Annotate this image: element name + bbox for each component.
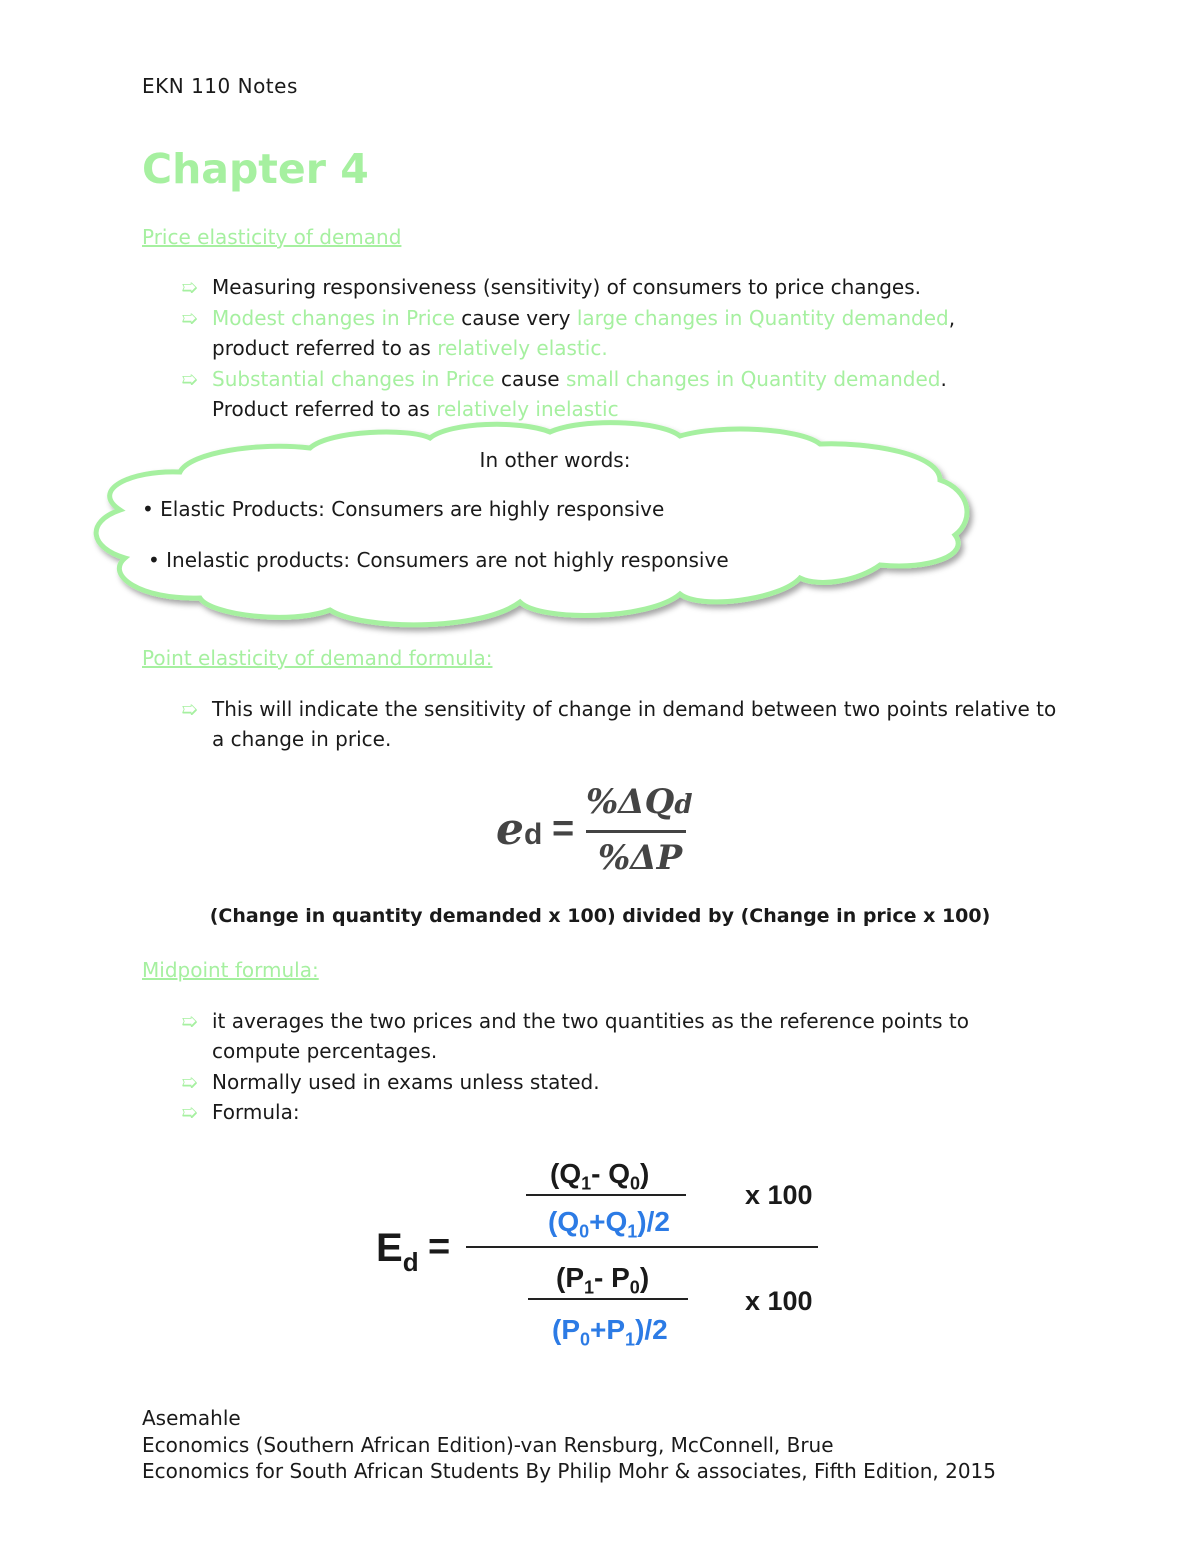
bullet-text: This will indicate the sensitivity of change in demand between two points relative to a change in price.	[212, 697, 1057, 751]
bullet-text: product referred to as	[212, 336, 438, 360]
cloud-list-item	[148, 548, 729, 572]
formula-equals: =	[552, 808, 575, 850]
bullet-item	[181, 303, 1092, 363]
arrow-right-icon: ➯	[181, 1100, 198, 1124]
formula-caption: (Change in quantity demanded x 100) divided by (Change in price x 100)	[209, 905, 991, 927]
cloud-callout-shape	[80, 410, 980, 640]
highlight-text: Modest changes in Price	[212, 306, 455, 330]
highlight-text: large changes in Quantity demanded	[576, 306, 949, 330]
bullet-text: Measuring responsiveness (sensitivity) of consumers to price changes.	[212, 275, 922, 299]
formula-denominator: %ΔP	[598, 838, 683, 878]
arrow-right-icon: ➯	[181, 306, 198, 330]
bullet-item	[181, 1067, 1092, 1097]
arrow-right-icon: ➯	[181, 275, 198, 299]
cloud-list-item	[142, 497, 664, 521]
footer-reference: Economics (Southern African Edition)-van Rensburg, McConnell, Brue	[142, 1433, 834, 1457]
bullet-dot-icon: •	[142, 497, 154, 521]
bullet-dot-icon: •	[148, 548, 160, 572]
bullet-item	[181, 1097, 1092, 1127]
q-difference: ($Q_1-$ $Q_0$)	[550, 1158, 650, 1194]
footer-reference: Economics for South African Students By Philip Mohr & associates, Fifth Edition, 2015	[142, 1459, 996, 1483]
times-100: x 100	[745, 1180, 813, 1210]
p-difference: ($P_1-$ $P_0$)	[556, 1262, 650, 1298]
arrow-right-icon: ➯	[181, 697, 198, 721]
bullet-text: it averages the two prices and the two quantities as the reference points to compute percentages.	[212, 1009, 970, 1063]
bullet-text: cause very	[454, 306, 577, 330]
bullet-text: Normally used in exams unless stated.	[212, 1070, 600, 1094]
bullet-text: .	[940, 367, 947, 391]
q-average: $(Q_0+Q_1)/2$	[548, 1206, 670, 1242]
chapter-title: Chapter 4	[142, 145, 369, 193]
midpoint-lhs: $E_d$	[376, 1226, 419, 1277]
bullet-item	[181, 272, 1092, 302]
section-heading-midpoint: Midpoint formula:	[142, 958, 319, 982]
arrow-right-icon: ➯	[181, 1070, 198, 1094]
highlight-text: Substantial changes in Price	[212, 367, 495, 391]
highlight-text: relatively elastic.	[437, 336, 608, 360]
p-average: $(P_0+P_1)/2$	[552, 1314, 668, 1350]
cloud-item-text: Inelastic products: Consumers are not highly responsive	[166, 548, 729, 572]
highlight-text: relatively inelastic	[436, 397, 619, 421]
main-fraction-bar	[466, 1246, 818, 1248]
bullet-text: Product referred to as	[212, 397, 437, 421]
bullet-text: Formula:	[212, 1100, 300, 1124]
arrow-right-icon: ➯	[181, 1009, 198, 1033]
highlight-text: small changes in Quantity demanded	[565, 367, 941, 391]
cloud-item-text: Elastic Products: Consumers are highly responsive	[160, 497, 665, 521]
cloud-title: In other words:	[479, 448, 631, 472]
times-100: x 100	[745, 1286, 813, 1316]
bullet-item	[181, 1006, 1032, 1066]
bullet-text: cause	[494, 367, 566, 391]
section-heading-price-elasticity: Price elasticity of demand	[142, 225, 402, 249]
section-heading-point-elasticity: Point elasticity of demand formula:	[142, 646, 493, 670]
formula-lhs: ed	[496, 804, 543, 855]
fraction-bar	[586, 830, 686, 833]
bullet-item	[181, 694, 1072, 754]
arrow-right-icon: ➯	[181, 367, 198, 391]
fraction-bar	[526, 1194, 686, 1196]
bullet-text: ,	[948, 306, 956, 330]
formula-numerator: %ΔQd	[586, 782, 693, 822]
document-header: EKN 110 Notes	[142, 74, 298, 98]
midpoint-equals: =	[428, 1226, 451, 1268]
footer-author: Asemahle	[142, 1406, 241, 1430]
fraction-bar	[528, 1298, 688, 1300]
